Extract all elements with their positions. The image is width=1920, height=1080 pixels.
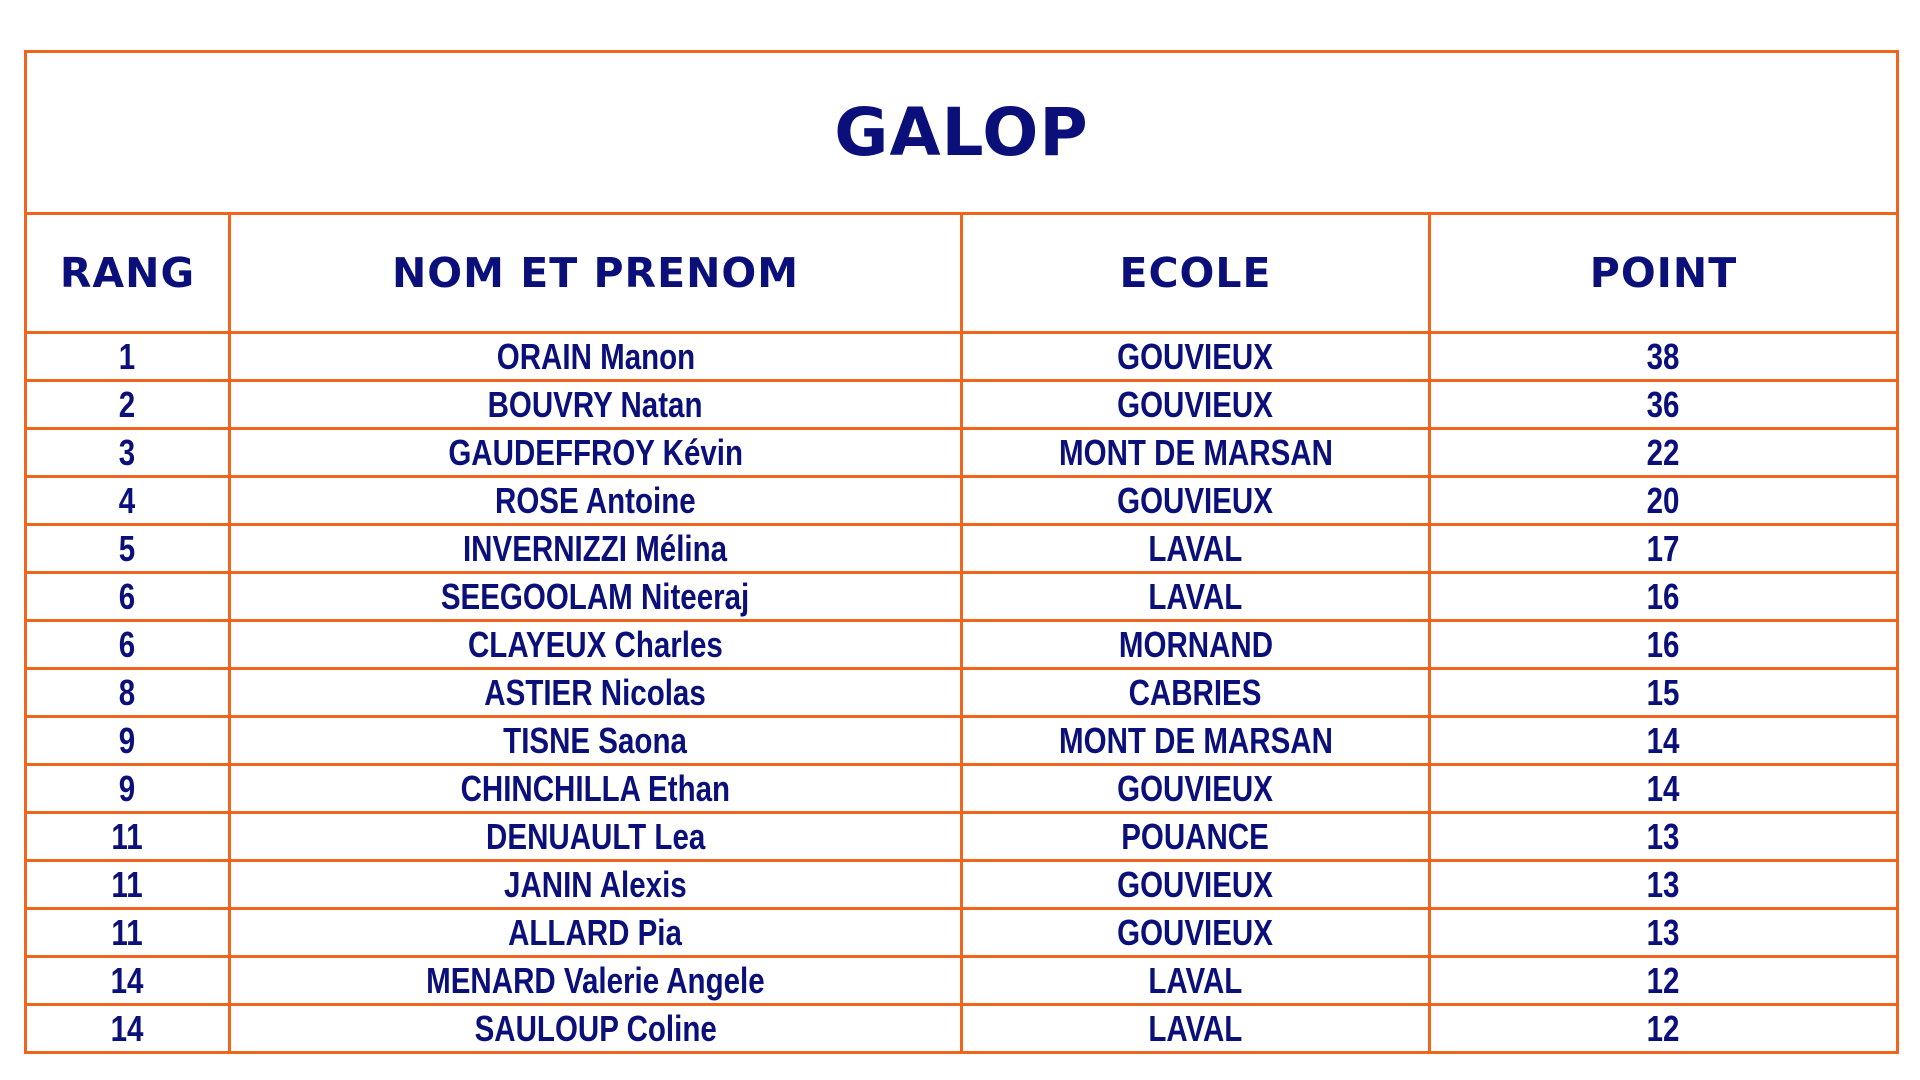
points-cell: 16 [1430,573,1898,621]
school-cell: LAVAL [962,1005,1430,1053]
table-row [26,909,1898,957]
rank-cell: 4 [26,477,230,525]
school-cell: GOUVIEUX [962,477,1430,525]
points-cell: 13 [1430,861,1898,909]
school-cell: LAVAL [962,573,1430,621]
table-body [26,333,1898,1053]
points-cell: 13 [1430,909,1898,957]
table-row [26,813,1898,861]
school-cell: POUANCE [962,813,1430,861]
school-cell: LAVAL [962,525,1430,573]
header-points: POINT [1430,214,1898,333]
points-cell: 20 [1430,477,1898,525]
header-rank: RANG [26,214,230,333]
school-cell: CABRIES [962,669,1430,717]
table-row [26,477,1898,525]
rank-cell: 9 [26,717,230,765]
rank-cell: 11 [26,813,230,861]
rank-cell: 9 [26,765,230,813]
points-cell: 38 [1430,333,1898,381]
rank-cell: 2 [26,381,230,429]
header-school: ECOLE [962,214,1430,333]
school-cell: GOUVIEUX [962,765,1430,813]
rank-cell: 6 [26,573,230,621]
points-cell: 15 [1430,669,1898,717]
name-cell: SAULOUP Coline [230,1005,962,1053]
table-row [26,621,1898,669]
name-cell: BOUVRY Natan [230,381,962,429]
school-cell: MONT DE MARSAN [962,717,1430,765]
rank-cell: 8 [26,669,230,717]
table-row [26,1005,1898,1053]
school-cell: LAVAL [962,957,1430,1005]
school-cell: GOUVIEUX [962,861,1430,909]
school-cell: MONT DE MARSAN [962,429,1430,477]
name-cell: MENARD Valerie Angele [230,957,962,1005]
school-cell: GOUVIEUX [962,909,1430,957]
points-cell: 12 [1430,957,1898,1005]
name-cell: CLAYEUX Charles [230,621,962,669]
table-row [26,429,1898,477]
points-cell: 12 [1430,1005,1898,1053]
table-row [26,861,1898,909]
header-row [26,214,1898,333]
name-cell: TISNE Saona [230,717,962,765]
rank-cell: 3 [26,429,230,477]
points-cell: 17 [1430,525,1898,573]
name-cell: SEEGOOLAM Niteeraj [230,573,962,621]
name-cell: CHINCHILLA Ethan [230,765,962,813]
rank-cell: 6 [26,621,230,669]
points-cell: 36 [1430,381,1898,429]
header-name: NOM ET PRENOM [230,214,962,333]
rank-cell: 11 [26,909,230,957]
school-cell: GOUVIEUX [962,381,1430,429]
rank-cell: 14 [26,957,230,1005]
points-cell: 14 [1430,717,1898,765]
table-row [26,669,1898,717]
points-cell: 16 [1430,621,1898,669]
points-cell: 22 [1430,429,1898,477]
points-cell: 13 [1430,813,1898,861]
name-cell: INVERNIZZI Mélina [230,525,962,573]
school-cell: GOUVIEUX [962,333,1430,381]
rank-cell: 5 [26,525,230,573]
name-cell: ORAIN Manon [230,333,962,381]
table-row [26,765,1898,813]
table-row [26,573,1898,621]
table-row [26,381,1898,429]
table-row [26,525,1898,573]
rank-cell: 11 [26,861,230,909]
ranking-table [24,50,1899,1054]
name-cell: ROSE Antoine [230,477,962,525]
table-row [26,333,1898,381]
rank-cell: 1 [26,333,230,381]
rank-cell: 14 [26,1005,230,1053]
table-row [26,957,1898,1005]
school-cell: MORNAND [962,621,1430,669]
name-cell: JANIN Alexis [230,861,962,909]
name-cell: GAUDEFFROY Kévin [230,429,962,477]
name-cell: DENUAULT Lea [230,813,962,861]
name-cell: ASTIER Nicolas [230,669,962,717]
points-cell: 14 [1430,765,1898,813]
table-title: GALOP [26,52,1898,214]
table-row [26,717,1898,765]
name-cell: ALLARD Pia [230,909,962,957]
